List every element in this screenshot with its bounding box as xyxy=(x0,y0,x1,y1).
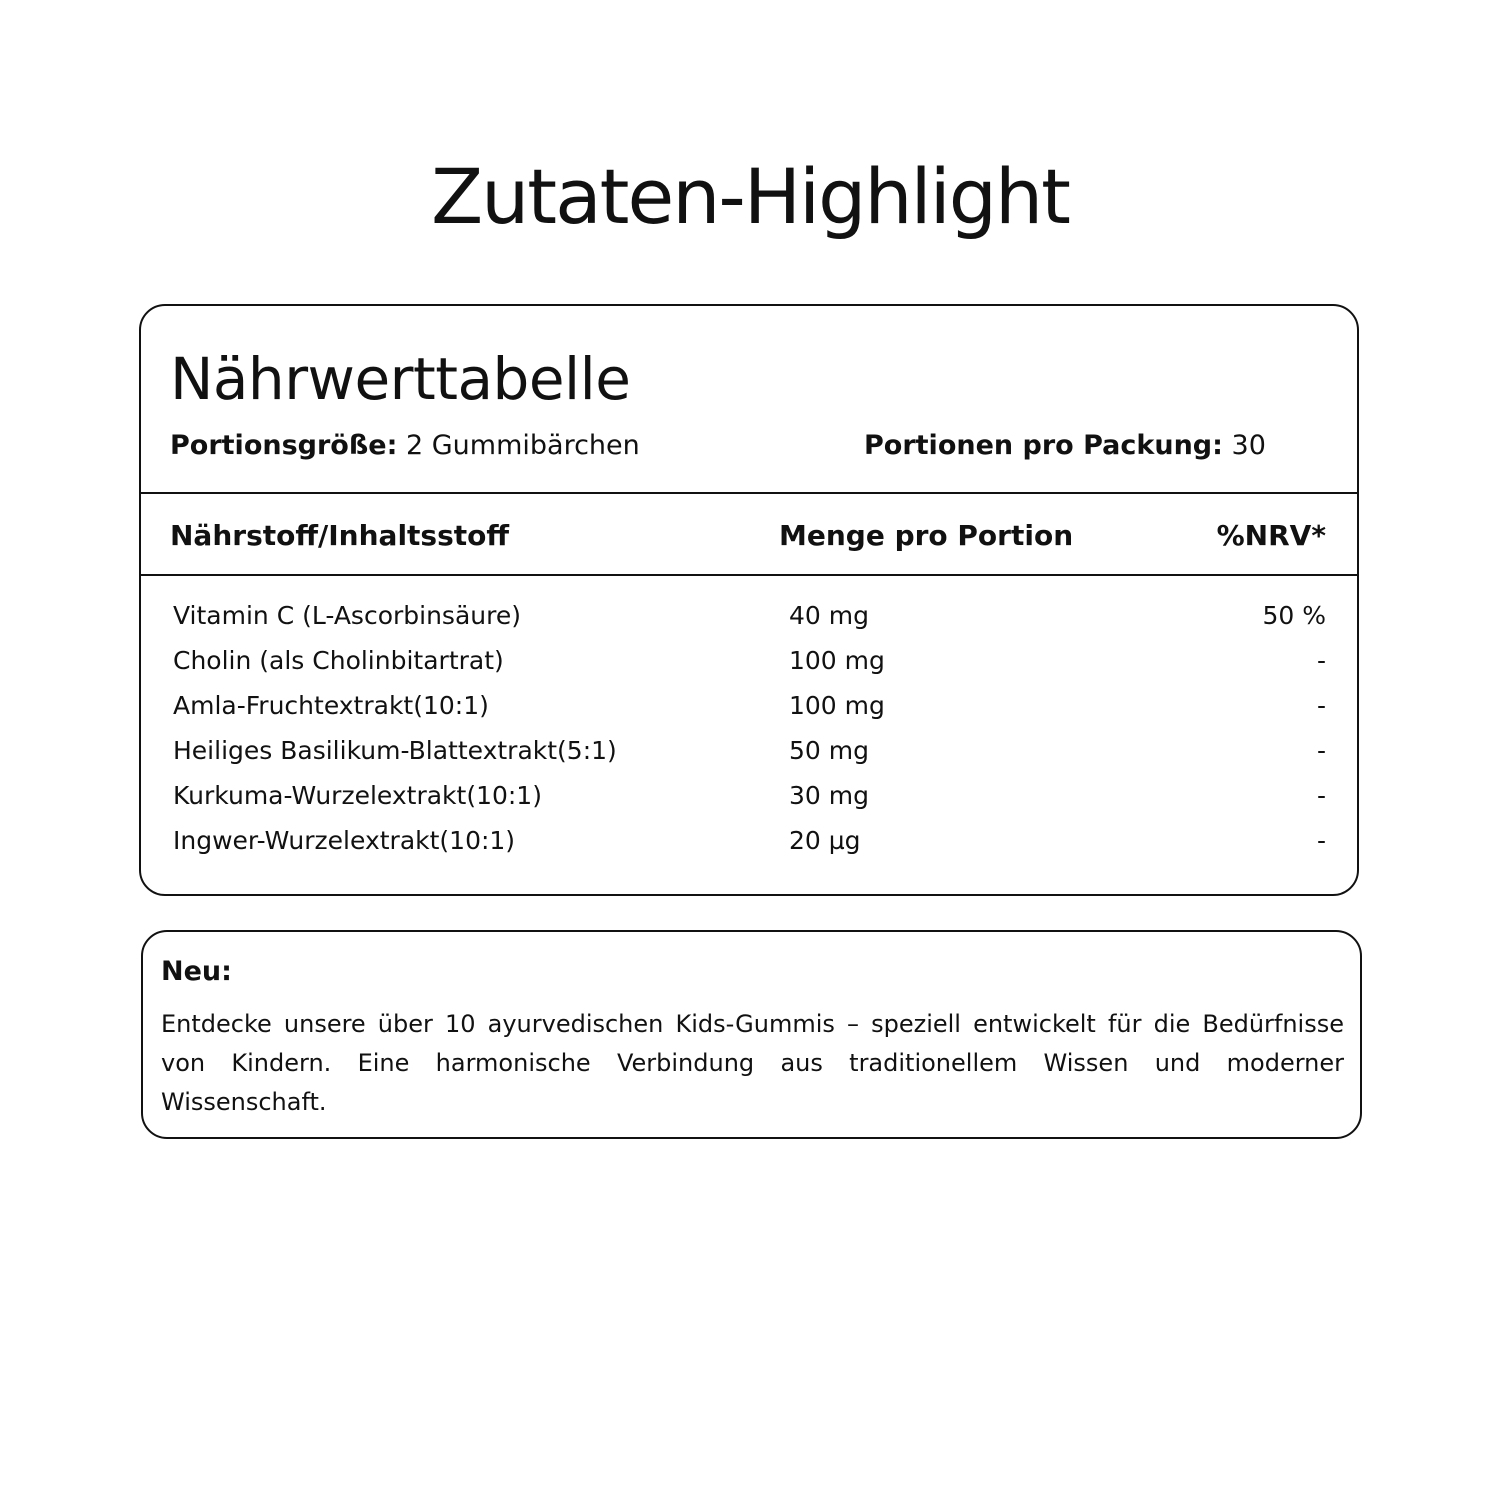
nutrient-name: Kurkuma-Wurzelextrakt(10:1) xyxy=(173,781,542,810)
info-text: Entdecke unsere über 10 ayurvedischen Kids-Gummis – speziell entwickelt für die Bedürfnisse von Kindern. Eine harmonische Verbindung aus traditionellem Wissen und moderner Wissenschaft. xyxy=(161,1010,1344,1116)
servings-per-pack xyxy=(864,428,1266,464)
nutrient-amount: 100 mg xyxy=(789,646,885,675)
table-row xyxy=(141,596,1357,641)
servings-per-pack-label: Portionen pro Packung: xyxy=(864,430,1223,461)
table-row xyxy=(141,776,1357,821)
table-row xyxy=(141,686,1357,731)
serving-size-label: Portionsgröße: xyxy=(170,430,398,461)
page-title: Zutaten-Highlight xyxy=(431,152,1069,241)
nutrition-table-title: Nährwerttabelle xyxy=(170,345,631,413)
nutrition-table-card xyxy=(139,304,1359,896)
nutrient-name: Heiliges Basilikum-Blattextrakt(5:1) xyxy=(173,736,617,765)
nutrient-nrv: - xyxy=(1316,781,1326,810)
nutrient-amount: 30 mg xyxy=(789,781,869,810)
table-row xyxy=(141,731,1357,776)
nutrient-nrv: - xyxy=(1316,691,1326,720)
nutrient-name: Amla-Fruchtextrakt(10:1) xyxy=(173,691,489,720)
nutrient-name: Ingwer-Wurzelextrakt(10:1) xyxy=(173,826,516,855)
nutrient-list xyxy=(141,596,1357,866)
column-header-amount: Menge pro Portion xyxy=(779,519,1074,552)
nutrient-nrv: 50 % xyxy=(1262,601,1326,630)
nutrient-name: Cholin (als Cholinbitartrat) xyxy=(173,646,504,675)
nutrient-nrv: - xyxy=(1316,736,1326,765)
nutrient-amount: 40 mg xyxy=(789,601,869,630)
nutrient-amount: 50 mg xyxy=(789,736,869,765)
serving-size xyxy=(170,428,640,464)
table-row xyxy=(141,641,1357,686)
servings-per-pack-value: 30 xyxy=(1231,430,1266,461)
nutrient-name: Vitamin C (L-Ascorbinsäure) xyxy=(173,601,521,630)
info-card xyxy=(141,930,1362,1139)
info-heading: Neu: xyxy=(161,956,232,987)
column-header-nutrient: Nährstoff/Inhaltsstoff xyxy=(170,519,510,552)
divider xyxy=(141,492,1357,494)
column-header-nrv: %NRV* xyxy=(1216,519,1326,552)
nutrient-nrv: - xyxy=(1316,826,1326,855)
nutrient-amount: 100 mg xyxy=(789,691,885,720)
serving-size-value: 2 Gummibärchen xyxy=(405,430,640,461)
divider xyxy=(141,574,1357,576)
nutrient-nrv: - xyxy=(1316,646,1326,675)
nutrient-amount: 20 µg xyxy=(789,826,861,855)
table-row xyxy=(141,821,1357,866)
